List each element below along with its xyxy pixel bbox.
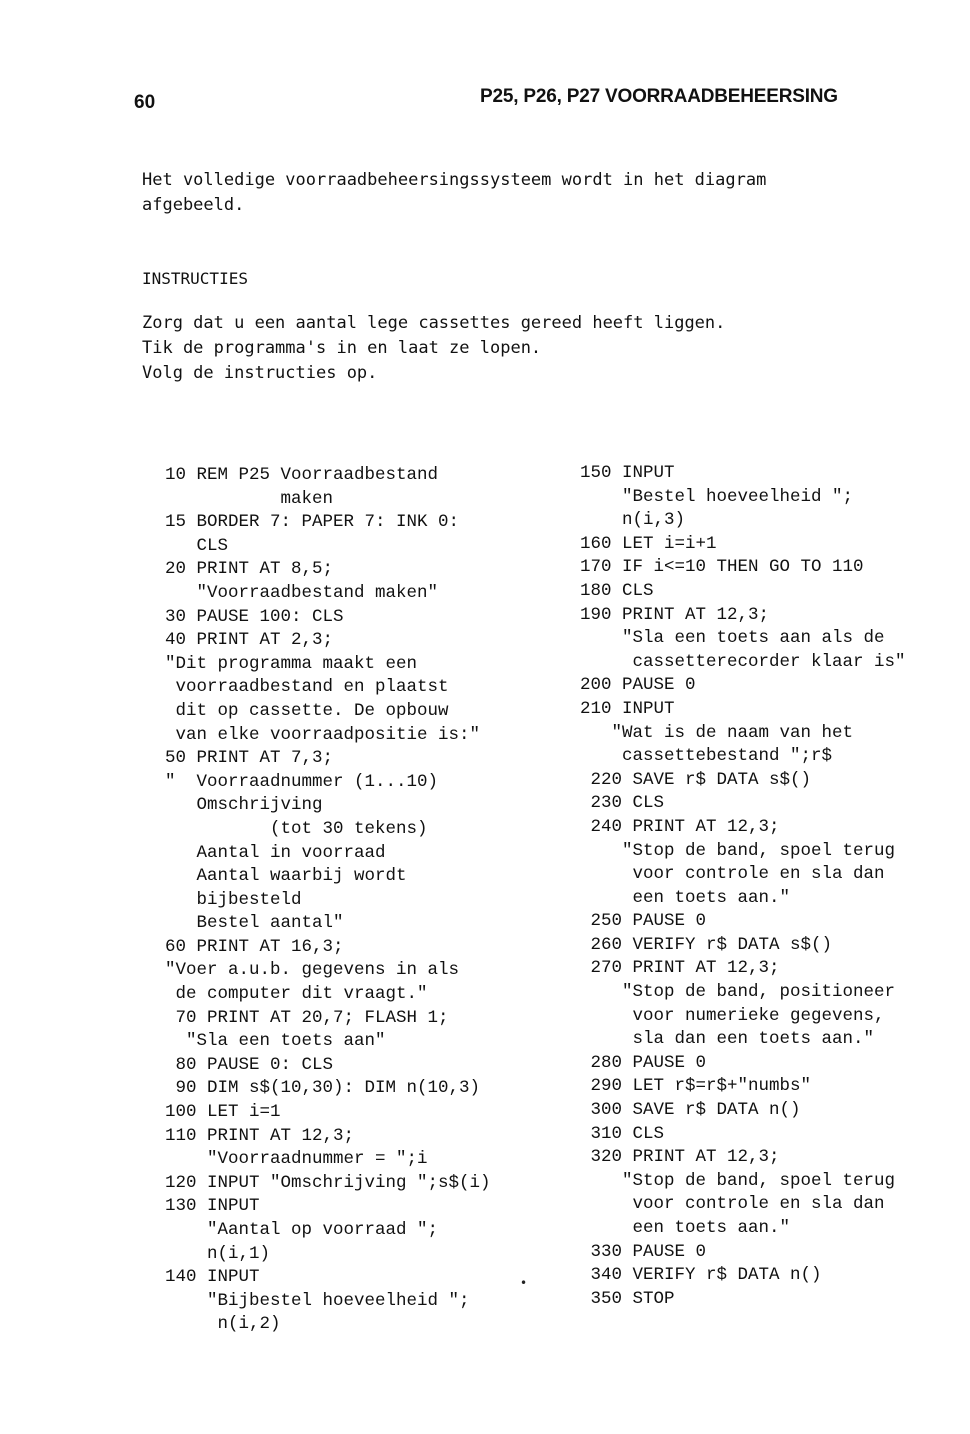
code-line: 210 INPUT [580, 698, 675, 719]
code-line: "Bestel hoeveelheid "; [580, 486, 854, 507]
code-line: 220 SAVE r$ DATA s$() [580, 769, 812, 790]
code-line: 10 REM P25 Voorraadbestand [165, 465, 439, 485]
code-line: Aantal waarbij wordt [165, 866, 407, 887]
code-line: 350 STOP [580, 1288, 675, 1309]
code-line: 190 PRINT AT 12,3; [580, 604, 770, 625]
code-line: 200 PAUSE 0 [580, 675, 696, 696]
instructions-paragraph: Zorg dat u een aantal lege cassettes gereed heeft liggen. Tik de programma's in en laat ze lopen. Volg de instructies op. [142, 313, 726, 383]
listing-right-column [580, 462, 960, 1311]
code-line: 120 INPUT "Omschrijving ";s$(i) [165, 1172, 491, 1193]
code-line: 140 INPUT [165, 1267, 260, 1288]
code-line: "Wat is de naam van het [580, 722, 854, 743]
code-line: "Sla een toets aan" [165, 1031, 386, 1052]
code-line: n(i,2) [165, 1314, 281, 1335]
code-line: Aantal in voorraad [165, 842, 386, 863]
stray-mark: • [520, 1276, 528, 1290]
code-line: voor numerieke gegevens, [580, 1005, 885, 1026]
page-number: 60 [134, 92, 156, 113]
code-line: voor controle en sla dan [580, 864, 885, 885]
code-line: n(i,1) [165, 1243, 271, 1264]
code-line: dit op cassette. De opbouw [165, 700, 449, 721]
code-line: 130 INPUT [165, 1196, 260, 1217]
code-line: 90 DIM s$(10,30): DIM n(10,3) [165, 1078, 481, 1099]
code-line: CLS [165, 535, 229, 556]
code-line: (tot 30 tekens) [165, 818, 428, 839]
code-line: "Dit programma maakt een [165, 653, 418, 674]
intro-paragraph: Het volledige voorraadbeheersingssysteem wordt in het diagram afgebeeld. [142, 170, 767, 215]
code-line: n(i,3) [580, 510, 686, 531]
code-line: 320 PRINT AT 12,3; [580, 1147, 780, 1168]
code-line: "Stop de band, spoel terug [580, 840, 896, 861]
code-line: 70 PRINT AT 20,7; FLASH 1; [165, 1007, 449, 1028]
code-line: bijbesteld [165, 889, 302, 910]
code-line: een toets aan." [580, 1218, 791, 1238]
code-line: "Aantal op voorraad "; [165, 1220, 439, 1240]
code-line: 270 PRINT AT 12,3; [580, 958, 780, 979]
code-line: 310 CLS [580, 1123, 665, 1144]
code-line: 150 INPUT [580, 463, 675, 483]
code-line: 240 PRINT AT 12,3; [580, 816, 780, 837]
code-line: 40 PRINT AT 2,3; [165, 630, 334, 651]
code-line: "Bijbestel hoeveelheid "; [165, 1290, 470, 1311]
code-line: 250 PAUSE 0 [580, 911, 707, 932]
code-line: maken [165, 488, 334, 509]
code-line: "Voorraadnummer = ";i [165, 1149, 428, 1170]
code-line: sla dan een toets aan." [580, 1029, 875, 1050]
code-line: "Sla een toets aan als de [580, 628, 885, 649]
code-line: 300 SAVE r$ DATA n() [580, 1100, 801, 1121]
code-line: de computer dit vraagt." [165, 984, 428, 1005]
code-line: 110 PRINT AT 12,3; [165, 1125, 355, 1146]
code-line: 20 PRINT AT 8,5; [165, 559, 334, 580]
code-line: 50 PRINT AT 7,3; [165, 748, 334, 769]
code-line: "Voorraadbestand maken" [165, 582, 439, 603]
code-line: 290 LET r$=r$+"numbs" [580, 1076, 812, 1097]
code-line: 160 LET i=i+1 [580, 533, 717, 554]
code-line: 180 CLS [580, 580, 654, 601]
code-line: Omschrijving [165, 795, 323, 816]
code-line: "Stop de band, positioneer [580, 982, 896, 1003]
code-line: 15 BORDER 7: PAPER 7: INK 0: [165, 512, 460, 533]
code-line: " Voorraadnummer (1...10) [165, 771, 439, 792]
code-line: 30 PAUSE 100: CLS [165, 606, 344, 627]
code-line: van elke voorraadpositie is:" [165, 724, 481, 745]
code-line: 330 PAUSE 0 [580, 1241, 707, 1262]
code-line: een toets aan." [580, 887, 791, 908]
code-line: "Stop de band, spoel terug [580, 1170, 896, 1191]
code-line: 260 VERIFY r$ DATA s$() [580, 934, 833, 955]
code-line: cassetterecorder klaar is" [580, 651, 906, 672]
code-line: "Voer a.u.b. gegevens in als [165, 960, 460, 981]
code-line: 280 PAUSE 0 [580, 1052, 707, 1073]
code-line: voor controle en sla dan [580, 1194, 885, 1215]
code-line: 80 PAUSE 0: CLS [165, 1054, 334, 1075]
running-head: P25, P26, P27 VOORRAADBEHEERSING [480, 86, 838, 107]
code-line: 60 PRINT AT 16,3; [165, 936, 344, 957]
code-line: 170 IF i<=10 THEN GO TO 110 [580, 557, 864, 578]
code-line: cassettebestand ";r$ [580, 746, 833, 767]
code-line: 230 CLS [580, 793, 665, 814]
listing-left-column [165, 464, 565, 1337]
code-line: Bestel aantal" [165, 913, 344, 934]
code-line: voorraadbestand en plaatst [165, 677, 449, 698]
code-line: 340 VERIFY r$ DATA n() [580, 1265, 822, 1286]
instructions-heading: INSTRUCTIES [142, 269, 248, 288]
code-line: 100 LET i=1 [165, 1102, 281, 1123]
